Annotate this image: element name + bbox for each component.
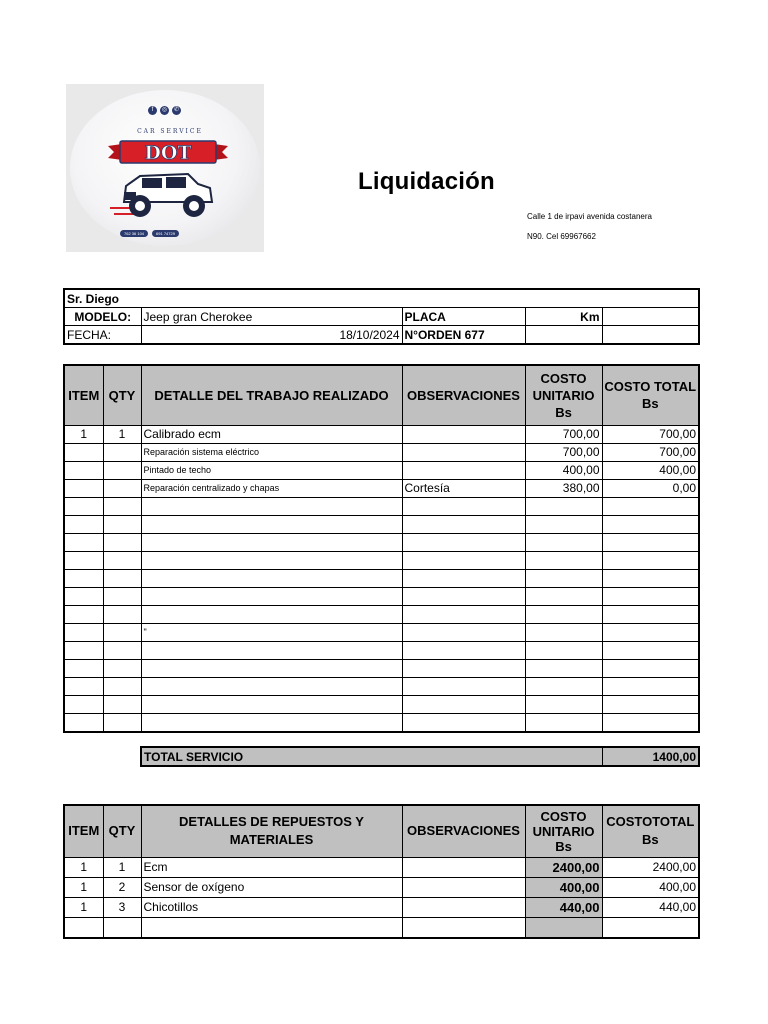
company-logo <box>66 84 264 252</box>
social-icons <box>148 106 181 115</box>
cell-obs <box>402 461 525 479</box>
cell-total-cost: 440,00 <box>602 897 699 917</box>
dot-banner-icon <box>108 140 228 164</box>
header-total-cost-line2: Bs <box>641 396 659 412</box>
table-row <box>64 623 699 641</box>
header-detail-line2: MATERIALES <box>229 832 314 848</box>
cell-obs <box>402 425 525 443</box>
table-row <box>64 443 699 461</box>
date-value: 18/10/2024 <box>141 326 402 345</box>
header-total-cost-line1: COSTO TOTAL <box>604 379 697 395</box>
phone-badge: 762 36 104 <box>120 230 148 237</box>
facebook-icon: f <box>148 106 157 115</box>
table-row <box>64 587 699 605</box>
cell-obs <box>402 857 525 877</box>
table-row <box>64 479 699 497</box>
table-row <box>64 551 699 569</box>
date-label: FECHA: <box>64 326 141 345</box>
table-header <box>64 805 699 857</box>
cell-qty <box>103 461 141 479</box>
plate-label: PLACA <box>402 308 525 326</box>
table-row <box>64 659 699 677</box>
table-row <box>64 289 699 308</box>
cell-obs <box>402 443 525 461</box>
cell-unit-cost: 400,00 <box>525 877 602 897</box>
total-value: 1400,00 <box>602 747 699 766</box>
header-detail-line1: DETALLES DE REPUESTOS Y <box>179 814 364 830</box>
cell-total-cost: 700,00 <box>602 425 699 443</box>
contact-line: N90. Cel 69967662 <box>527 232 596 241</box>
header-unit-cost-line2: UNITARIO <box>532 387 595 403</box>
parts-table <box>63 804 700 939</box>
cell-detail: Reparación sistema eléctrico <box>141 443 402 461</box>
table-row <box>64 605 699 623</box>
phone-badge: 691 74729 <box>152 230 179 237</box>
svg-text:DOT: DOT <box>144 142 192 164</box>
cell-unit-cost: 700,00 <box>525 425 602 443</box>
cell-detail: Ecm <box>141 857 402 877</box>
cell-total-cost: 400,00 <box>602 877 699 897</box>
header-item: ITEM <box>64 365 103 425</box>
cell-obs <box>402 897 525 917</box>
header-qty: QTY <box>103 805 141 857</box>
cell-item: 1 <box>64 897 103 917</box>
cell-qty: 2 <box>103 877 141 897</box>
cell-unit-cost <box>525 917 602 938</box>
table-row <box>64 425 699 443</box>
header-detail: DETALLE DEL TRABAJO REALIZADO <box>141 365 402 425</box>
model-value: Jeep gran Cherokee <box>141 308 402 326</box>
cell-obs <box>402 877 525 897</box>
header-unit-cost-line1: COSTO <box>540 370 587 386</box>
model-label: MODELO: <box>64 308 141 326</box>
header-qty: QTY <box>103 365 141 425</box>
cell-item <box>64 479 103 497</box>
cell-unit-cost: 380,00 <box>525 479 602 497</box>
client-info-table <box>63 288 700 345</box>
cell-total-cost: 2400,00 <box>602 857 699 877</box>
table-row <box>64 497 699 515</box>
cell-unit-cost: 440,00 <box>525 897 602 917</box>
logo-phones <box>120 230 179 237</box>
total-row <box>141 747 699 766</box>
order-number: N°ORDEN 677 <box>402 326 525 345</box>
table-row <box>64 677 699 695</box>
cell-unit-cost: 400,00 <box>525 461 602 479</box>
cell-item: 1 <box>64 857 103 877</box>
stray-mark: " <box>141 623 402 641</box>
km-value <box>602 308 699 326</box>
header-total-cost <box>602 365 699 425</box>
header-unit-cost-line3: Bs <box>555 838 572 854</box>
cell-qty <box>103 479 141 497</box>
cell-qty: 3 <box>103 897 141 917</box>
header-detail <box>141 805 402 857</box>
cell-detail: Calibrado ecm <box>141 425 402 443</box>
cell-obs: Cortesía <box>402 479 525 497</box>
empty-cell <box>602 326 699 345</box>
cell-detail: Reparación centralizado y chapas <box>141 479 402 497</box>
header-unit-cost-line1: COSTO <box>540 808 587 824</box>
header-item: ITEM <box>64 805 103 857</box>
cell-unit-cost: 2400,00 <box>525 857 602 877</box>
instagram-icon: ◎ <box>161 107 168 113</box>
cell-qty: 1 <box>103 425 141 443</box>
cell-qty <box>103 443 141 461</box>
cell-detail: Chicotillos <box>141 897 402 917</box>
cell-detail: Sensor de oxígeno <box>141 877 402 897</box>
table-row <box>64 515 699 533</box>
cell-item <box>64 443 103 461</box>
cell-item: 1 <box>64 877 103 897</box>
header-total-cost <box>602 805 699 857</box>
cell-detail: Pintado de techo <box>141 461 402 479</box>
cell-unit-cost: 700,00 <box>525 443 602 461</box>
table-row <box>64 917 699 938</box>
table-row <box>64 877 699 897</box>
table-header <box>64 365 699 425</box>
table-row <box>64 641 699 659</box>
total-label: TOTAL SERVICIO <box>141 747 602 766</box>
header-obs: OBSERVACIONES <box>402 365 525 425</box>
cell-total-cost: 0,00 <box>602 479 699 497</box>
header-total-cost-line1: COSTOTOTAL <box>606 814 695 830</box>
km-label: Km <box>525 308 602 326</box>
logo-badge <box>70 90 260 246</box>
client-name: Sr. Diego <box>64 289 699 308</box>
page-title: Liquidación <box>358 168 495 195</box>
table-row <box>64 308 699 326</box>
table-row <box>64 461 699 479</box>
header-obs: OBSERVACIONES <box>402 805 525 857</box>
table-row <box>64 897 699 917</box>
cell-total-cost: 700,00 <box>602 443 699 461</box>
header-unit-cost <box>525 365 602 425</box>
table-row <box>64 695 699 713</box>
cell-item: 1 <box>64 425 103 443</box>
header-total-cost-line2: Bs <box>641 832 659 848</box>
jeep-icon <box>110 162 220 222</box>
table-row <box>64 533 699 551</box>
table-row <box>64 857 699 877</box>
whatsapp-icon: ✆ <box>173 107 180 113</box>
table-row <box>64 326 699 345</box>
empty-cell <box>525 326 602 345</box>
cell-total-cost: 400,00 <box>602 461 699 479</box>
address-line: Calle 1 de irpavi avenida costanera <box>527 212 652 221</box>
table-row <box>64 569 699 587</box>
table-row <box>64 713 699 732</box>
header-unit-cost <box>525 805 602 857</box>
cell-qty: 1 <box>103 857 141 877</box>
logo-subtitle: CAR SERVICE <box>137 128 203 135</box>
cell-item <box>64 461 103 479</box>
service-total-table <box>140 746 700 767</box>
services-table <box>63 364 700 733</box>
header-unit-cost-line2: UNITARIO <box>532 823 595 839</box>
header-unit-cost-line3: Bs <box>555 404 572 420</box>
